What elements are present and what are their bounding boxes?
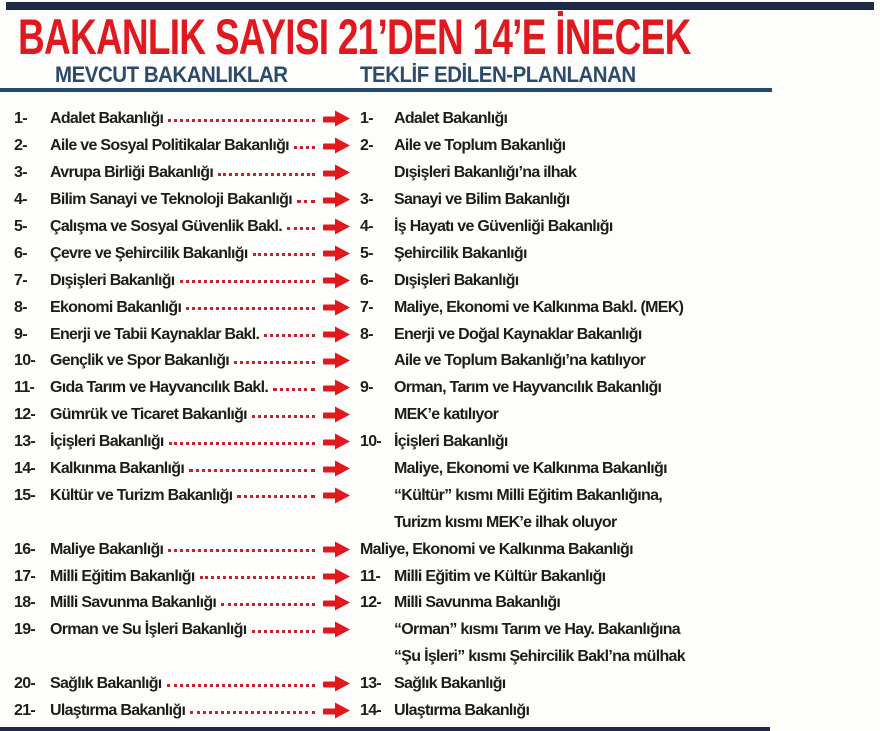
ministry-name: İçişleri Bakanlığı — [50, 433, 164, 451]
ministry-name: Enerji ve Doğal Kaynaklar Bakanlığı — [394, 325, 642, 343]
row-number: 21- — [14, 702, 36, 720]
dotted-leader — [253, 253, 315, 256]
table-row — [0, 644, 880, 671]
dotted-leader — [252, 415, 315, 418]
current-ministry-cell — [0, 294, 354, 321]
arrow-right-icon — [323, 192, 350, 209]
row-number: 4- — [14, 191, 27, 209]
ministry-name: Maliye Bakanlığı — [50, 540, 164, 558]
ministry-name: Sanayi ve Bilim Bakanlığı — [394, 191, 570, 209]
dotted-leader — [218, 173, 315, 176]
ministry-name: Aile ve Toplum Bakanlığı’na katılıyor — [394, 352, 646, 370]
dotted-leader — [186, 307, 315, 310]
row-number: 12- — [360, 594, 382, 612]
ministry-name: Kalkınma Bakanlığı — [50, 460, 185, 478]
ministry-name: Maliye, Ekonomi ve Kalkınma Bakl. (MEK) — [394, 298, 684, 316]
proposed-ministry-cell — [354, 240, 880, 267]
proposed-ministry-cell — [354, 456, 880, 483]
ministry-name: Sağlık Bakanlığı — [50, 675, 162, 693]
current-ministry-cell — [0, 482, 354, 509]
table-row — [0, 563, 880, 590]
dotted-leader — [168, 549, 315, 552]
proposed-ministry-cell — [354, 429, 880, 456]
dotted-leader — [297, 200, 315, 203]
ministry-name: Dışişleri Bakanlığı’na ilhak — [394, 164, 577, 182]
current-ministry-cell — [0, 160, 354, 187]
row-number: 19- — [14, 621, 36, 639]
dotted-leader — [294, 146, 315, 149]
ministry-name: “Kültür” kısmı Milli Eğitim Bakanlığına, — [394, 486, 663, 504]
row-number: 1- — [360, 110, 373, 128]
row-number: 16- — [14, 540, 36, 558]
dotted-leader — [287, 227, 315, 230]
current-ministry-cell — [0, 267, 354, 294]
ministry-name: Çalışma ve Sosyal Güvenlik Bakl. — [50, 218, 282, 235]
ministry-mapping-table — [0, 106, 880, 724]
current-ministry-cell — [0, 321, 354, 348]
row-number: 3- — [360, 191, 373, 209]
dotted-leader — [169, 442, 315, 445]
ministry-name: Avrupa Birliği Bakanlığı — [50, 164, 214, 182]
arrow-right-icon — [323, 487, 350, 504]
current-ministry-cell — [0, 106, 354, 133]
ministry-name: Orman, Tarım ve Hayvancılık Bakanlığı — [394, 379, 662, 397]
ministry-name: Milli Savunma Bakanlığı — [50, 594, 217, 612]
arrow-right-icon — [323, 165, 350, 182]
current-ministry-cell — [0, 671, 354, 698]
ministry-name: Maliye, Ekonomi ve Kalkınma Bakanlığı — [394, 460, 667, 478]
ministry-name: Maliye, Ekonomi ve Kalkınma Bakanlığı — [360, 540, 633, 558]
dotted-leader — [234, 361, 315, 364]
table-row — [0, 671, 880, 698]
ministry-name: Ulaştırma Bakanlığı — [50, 702, 186, 720]
table-row — [0, 536, 880, 563]
current-ministry-cell — [0, 402, 354, 429]
row-number: 2- — [360, 137, 373, 155]
proposed-ministry-cell — [354, 509, 880, 536]
ministry-name: Milli Savunma Bakanlığı — [394, 594, 561, 612]
table-row — [0, 698, 880, 725]
table-row — [0, 214, 880, 241]
arrow-right-icon — [323, 568, 350, 585]
row-number: 8- — [14, 298, 27, 316]
dotted-leader — [264, 334, 315, 337]
row-number: 20- — [14, 675, 36, 693]
proposed-ministry-cell — [354, 106, 880, 133]
row-number: 13- — [360, 675, 382, 693]
current-ministry-cell — [0, 214, 354, 241]
ministry-name: Ulaştırma Bakanlığı — [394, 702, 530, 720]
proposed-ministry-cell — [354, 671, 880, 698]
ministry-name: Gıda Tarım ve Hayvancılık Bakl. — [50, 379, 269, 397]
row-number: 11- — [360, 567, 381, 585]
ministry-name: Aile ve Sosyal Politikalar Bakanlığı — [50, 137, 289, 155]
current-ministry-cell — [0, 644, 354, 671]
table-row — [0, 160, 880, 187]
table-row — [0, 509, 880, 536]
row-number: 8- — [360, 325, 373, 343]
arrow-right-icon — [323, 111, 350, 128]
bottom-divider-bar — [0, 727, 770, 731]
proposed-ministry-cell — [354, 321, 880, 348]
proposed-ministry-cell — [354, 375, 880, 402]
header-rule — [0, 88, 772, 92]
arrow-right-icon — [323, 541, 350, 558]
arrow-right-icon — [323, 219, 350, 236]
row-number: 14- — [14, 460, 36, 478]
row-number: 12- — [14, 406, 36, 424]
row-number: 15- — [14, 486, 36, 504]
dotted-leader — [190, 711, 315, 714]
row-number: 14- — [360, 702, 382, 720]
table-row — [0, 133, 880, 160]
ministry-name: MEK’e katılıyor — [394, 406, 499, 424]
table-row — [0, 267, 880, 294]
table-row — [0, 456, 880, 483]
row-number: 9- — [360, 379, 373, 397]
current-ministry-cell — [0, 456, 354, 483]
table-row — [0, 240, 880, 267]
current-ministry-cell — [0, 698, 354, 725]
page-title: BAKANLIK SAYISI 21’DEN 14’E İNECEK — [18, 9, 691, 65]
ministry-name: Milli Eğitim Bakanlığı — [50, 567, 195, 585]
dotted-leader — [180, 280, 315, 283]
row-number: 11- — [14, 379, 35, 397]
table-row — [0, 429, 880, 456]
proposed-ministry-cell — [354, 294, 880, 321]
row-number: 7- — [360, 298, 373, 316]
ministry-name: Milli Eğitim ve Kültür Bakanlığı — [394, 567, 606, 585]
table-row — [0, 106, 880, 133]
row-number: 18- — [14, 594, 36, 612]
row-number: 5- — [360, 244, 373, 262]
proposed-ministry-cell — [354, 160, 880, 187]
ministry-name: “Orman” kısmı Tarım ve Hay. Bakanlığına — [394, 621, 681, 639]
arrow-right-icon — [323, 353, 350, 370]
proposed-ministry-cell — [354, 267, 880, 294]
ministry-name: Adalet Bakanlığı — [50, 110, 164, 128]
current-ministry-cell — [0, 375, 354, 402]
dotted-leader — [168, 119, 315, 122]
row-number: 7- — [14, 271, 27, 289]
ministry-name: Dışişleri Bakanlığı — [50, 271, 175, 289]
row-number: 6- — [14, 244, 27, 262]
table-row — [0, 402, 880, 429]
row-number: 3- — [14, 164, 27, 182]
current-ministry-cell — [0, 536, 354, 563]
ministry-name: Orman ve Su İşleri Bakanlığı — [50, 621, 247, 639]
ministry-name: “Şu İşleri” kısmı Şehircilik Bakl’na mülhak — [394, 648, 685, 666]
ministry-name: Dışişleri Bakanlığı — [394, 271, 519, 289]
ministry-name: Kültür ve Turizm Bakanlığı — [50, 486, 233, 504]
table-row — [0, 590, 880, 617]
row-number: 1- — [14, 110, 27, 128]
row-number: 10- — [14, 352, 36, 370]
ministry-name: Gençlik ve Spor Bakanlığı — [50, 352, 230, 370]
proposed-ministry-cell — [354, 402, 880, 429]
current-ministry-cell — [0, 240, 354, 267]
arrow-right-icon — [323, 245, 350, 262]
arrow-right-icon — [323, 595, 350, 612]
dotted-leader — [167, 684, 315, 687]
current-ministry-cell — [0, 590, 354, 617]
table-row — [0, 617, 880, 644]
arrow-right-icon — [323, 326, 350, 343]
current-ministry-cell — [0, 563, 354, 590]
table-row — [0, 348, 880, 375]
arrow-right-icon — [323, 461, 350, 478]
row-number: 4- — [360, 218, 373, 235]
dotted-leader — [273, 388, 315, 391]
ministry-name: Adalet Bakanlığı — [394, 110, 508, 128]
ministry-name: Sağlık Bakanlığı — [394, 675, 506, 693]
arrow-right-icon — [323, 138, 350, 155]
ministry-name: Enerji ve Tabii Kaynaklar Bakl. — [50, 325, 260, 343]
ministry-name: İçişleri Bakanlığı — [394, 433, 508, 451]
proposed-ministry-cell — [354, 698, 880, 725]
ministry-name: Gümrük ve Ticaret Bakanlığı — [50, 406, 247, 424]
current-ministry-cell — [0, 348, 354, 375]
row-number: 17- — [14, 567, 36, 585]
proposed-ministry-cell — [354, 348, 880, 375]
ministry-name: Çevre ve Şehircilik Bakanlığı — [50, 244, 248, 262]
current-ministry-cell — [0, 187, 354, 214]
current-ministry-cell — [0, 617, 354, 644]
table-row — [0, 482, 880, 509]
proposed-ministry-cell — [354, 536, 880, 563]
row-number: 2- — [14, 137, 27, 155]
arrow-right-icon — [323, 434, 350, 451]
proposed-ministry-cell — [354, 187, 880, 214]
proposed-ministry-cell — [354, 482, 880, 509]
current-ministry-cell — [0, 509, 354, 536]
row-number: 9- — [14, 325, 27, 343]
column-header-proposed: TEKLİF EDİLEN-PLANLANAN — [360, 62, 636, 87]
row-number: 5- — [14, 218, 27, 235]
arrow-right-icon — [323, 380, 350, 397]
row-number: 6- — [360, 271, 373, 289]
current-ministry-cell — [0, 133, 354, 160]
ministry-name: Turizm kısmı MEK’e ilhak oluyor — [394, 513, 617, 531]
dotted-leader — [189, 469, 315, 472]
ministry-name: Şehircilik Bakanlığı — [394, 244, 527, 262]
proposed-ministry-cell — [354, 133, 880, 160]
row-number: 13- — [14, 433, 36, 451]
proposed-ministry-cell — [354, 644, 880, 671]
arrow-right-icon — [323, 676, 350, 693]
proposed-ministry-cell — [354, 590, 880, 617]
dotted-leader — [200, 576, 315, 579]
proposed-ministry-cell — [354, 563, 880, 590]
arrow-right-icon — [323, 299, 350, 316]
arrow-right-icon — [323, 622, 350, 639]
proposed-ministry-cell — [354, 214, 880, 241]
arrow-right-icon — [323, 272, 350, 289]
table-row — [0, 187, 880, 214]
dotted-leader — [252, 630, 316, 633]
arrow-right-icon — [323, 703, 350, 720]
current-ministry-cell — [0, 429, 354, 456]
dotted-leader — [237, 495, 315, 498]
ministry-name: Aile ve Toplum Bakanlığı — [394, 137, 566, 155]
table-row — [0, 294, 880, 321]
dotted-leader — [221, 603, 315, 606]
ministry-name: Bilim Sanayi ve Teknoloji Bakanlığı — [50, 191, 292, 209]
table-row — [0, 321, 880, 348]
proposed-ministry-cell — [354, 617, 880, 644]
ministry-name: İş Hayatı ve Güvenliği Bakanlığı — [394, 218, 613, 235]
column-header-current: MEVCUT BAKANLIKLAR — [55, 62, 288, 87]
ministry-name: Ekonomi Bakanlığı — [50, 298, 182, 316]
arrow-right-icon — [323, 407, 350, 424]
row-number: 10- — [360, 433, 382, 451]
table-row — [0, 375, 880, 402]
